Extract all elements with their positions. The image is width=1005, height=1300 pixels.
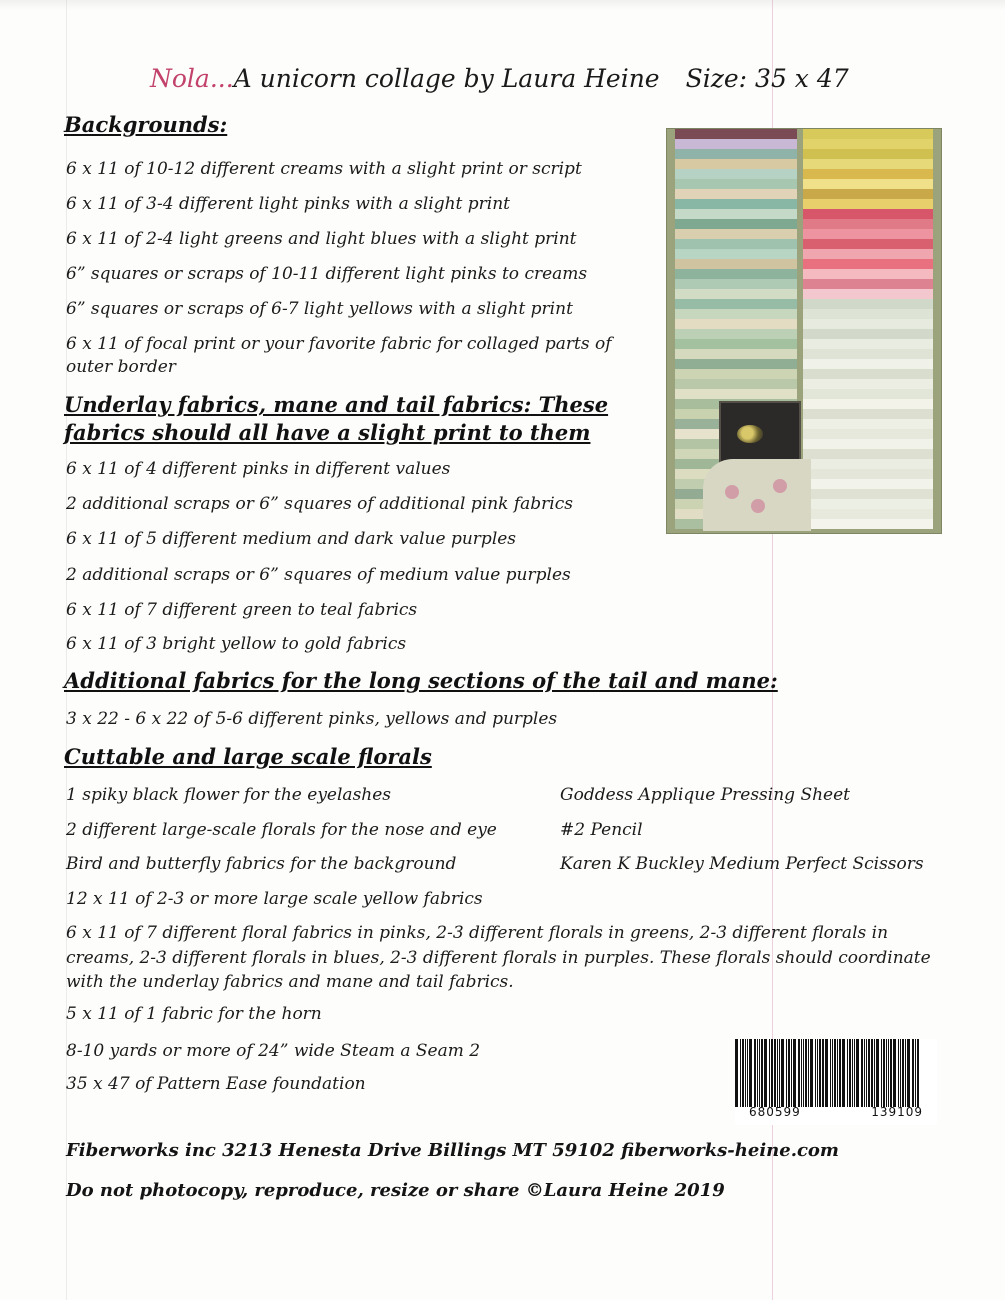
backgrounds-item-5: 6 x 11 of focal print or your favorite fabric for collaged parts of outer border: [66, 334, 612, 377]
cuttable-right-item-2: Karen K Buckley Medium Perfect Scissors: [560, 854, 924, 874]
footer-address: Fiberworks inc 3213 Henesta Drive Billings MT 59102 fiberworks-heine.com: [66, 1140, 839, 1161]
title-nola: Nola...: [150, 64, 234, 93]
barcode: [735, 1039, 937, 1125]
backgrounds-item-3: 6” squares or scraps of 10-11 different light pinks to creams: [66, 264, 588, 284]
title-size: Size: 35 x 47: [685, 64, 849, 93]
cuttable-right-item-0: Goddess Applique Pressing Sheet: [560, 785, 850, 805]
cuttable-paragraph: 6 x 11 of 7 different floral fabrics in pinks, 2-3 different florals in greens, 2-3 different florals in creams, 2-3 different florals in blues, 2-3 different florals in purples. These florals should coordinate with the underlay fabrics and mane and tail fabrics.: [66, 923, 931, 993]
heading-underlay-line2: fabrics should all have a slight print to them: [64, 420, 591, 445]
cuttable-right-item-1: #2 Pencil: [560, 820, 643, 840]
quilt-photo: [666, 128, 942, 534]
page-title: [150, 64, 910, 93]
underlay-item-4: 6 x 11 of 7 different green to teal fabrics: [66, 600, 418, 620]
underlay-item-1: 2 additional scraps or 6” squares of additional pink fabrics: [66, 494, 573, 514]
underlay-item-5: 6 x 11 of 3 bright yellow to gold fabrics: [66, 634, 407, 654]
heading-underlay-line1: Underlay fabrics, mane and tail fabrics: These: [64, 392, 609, 417]
barcode-right-digits: 139109: [871, 1105, 923, 1119]
cuttable-tail-item-2: 35 x 47 of Pattern Ease foundation: [66, 1074, 366, 1094]
photo-strip-right: [803, 129, 933, 529]
heading-additional: Additional fabrics for the long sections of the tail and mane:: [64, 668, 778, 693]
footer-copyright: Do not photocopy, reproduce, resize or share ©Laura Heine 2019: [66, 1180, 725, 1201]
underlay-item-0: 6 x 11 of 4 different pinks in different values: [66, 459, 451, 479]
cuttable-left-item-2: Bird and butterfly fabrics for the background: [66, 854, 457, 874]
additional-item-0: 3 x 22 - 6 x 22 of 5-6 different pinks, yellows and purples: [66, 709, 558, 729]
cuttable-tail-item-0: 5 x 11 of 1 fabric for the horn: [66, 1004, 322, 1024]
underlay-item-2: 6 x 11 of 5 different medium and dark value purples: [66, 529, 517, 549]
photo-inset-dark: [719, 401, 801, 467]
barcode-numbers: [735, 1105, 937, 1119]
cuttable-left-item-1: 2 different large-scale florals for the nose and eye: [66, 820, 497, 840]
backgrounds-item-2: 6 x 11 of 2-4 light greens and light blues with a slight print: [66, 229, 577, 249]
barcode-left-digits: 680599: [749, 1105, 801, 1119]
cuttable-left-item-3: 12 x 11 of 2-3 or more large scale yellow fabrics: [66, 889, 483, 909]
backgrounds-item-0: 6 x 11 of 10-12 different creams with a slight print or script: [66, 159, 582, 179]
title-rest: A unicorn collage by Laura Heine: [233, 64, 660, 93]
underlay-item-3: 2 additional scraps or 6” squares of medium value purples: [66, 565, 571, 585]
cuttable-left-item-0: 1 spiky black flower for the eyelashes: [66, 785, 392, 805]
backgrounds-item-1: 6 x 11 of 3-4 different light pinks with a slight print: [66, 194, 510, 214]
backgrounds-item-4: 6” squares or scraps of 6-7 light yellows with a slight print: [66, 299, 573, 319]
scan-edge-shadow: [0, 0, 1005, 10]
cuttable-tail-item-1: 8-10 yards or more of 24” wide Steam a Seam 2: [66, 1041, 481, 1061]
barcode-bars: [735, 1039, 937, 1107]
heading-backgrounds: Backgrounds:: [64, 112, 228, 137]
photo-cloth: [703, 459, 811, 531]
heading-cuttable: Cuttable and large scale florals: [64, 744, 432, 769]
